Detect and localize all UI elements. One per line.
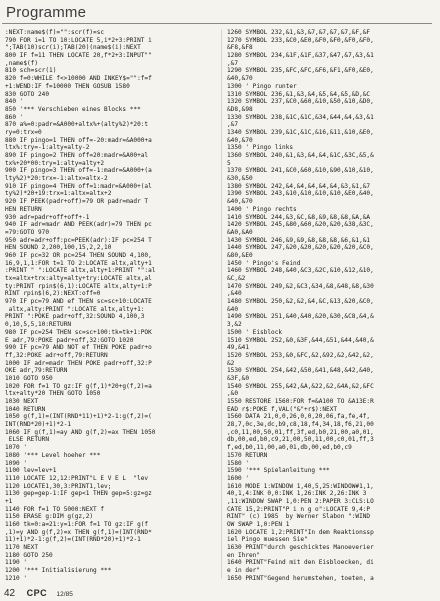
page-number: 42 [4,588,16,599]
code-line: HEN SOUND 2,200,100,15,2,2,10 [5,244,112,252]
code-line: 1160 tk=0:a=21:y=1:FOR f=1 TO gz:IF g(f [5,521,149,528]
code-line: 1380 SYMBOL 242,&4,&4,&4,&4,&4,&3,&1,&7 [227,182,371,190]
code-line: tx=altx+trx:alty=alty+try:LOCATE altx,al [5,275,152,282]
code-line: 1490 SYMBOL 251,&40,&40,&20,&30,&C8,&4,& [227,313,374,321]
code-line: ty:PRINT rpin$(6,1):LOCATE altx,alty+1:P [5,282,152,290]
code-line: 1190 ' [5,559,28,567]
code-line: 1520 SYMBOL 253,&0,&FC,&2,&92,&2,&42,&2, [227,351,374,359]
code-line: 920 IF PEEK(padr+off)=79 OR padr=madr T [5,198,149,206]
code-line: altx,alty:PRINT ":LOCATE altx,alty+1: [5,305,145,313]
code-line: 1090 ' [5,459,28,467]
page-header [2,4,432,24]
code-line: 1120 LOCATE1,30,3:PRINT1,lev; [5,482,112,490]
code-line: 860 ' [5,113,24,121]
code-line: 1010 GOTO 950 [5,374,53,382]
code-line: ff,32:POKE adr+off,79:RETURN [5,351,108,359]
code-line: &40,&70 [227,136,253,144]
code-line: 40,1,4:INK 0,0:INK 1,26:INK 2,26:INK 3 [227,490,367,498]
code-line: 1360 SYMBOL 240,&1,&3,&4,&4,&1C,&3C,&5,& [227,152,374,159]
code-line: 11)+1)*2-1:g(f,2)=(INT(RND*20)+1)*2-1 [5,536,141,544]
code-line: 810 sch=scr(1) [5,67,57,75]
code-line: 16,9,1,1:FOR t=1 TO 2:LOCATE altx,alty+1 [5,259,152,267]
code-line: 1340 SYMBOL 239,&1C,&1C,&16,&11,&10,&E0, [227,128,374,136]
code-line: en Ihren" [227,551,261,559]
code-line: 890 IF pingo=2 THEN off=20:madr=&A00+al [5,152,149,159]
code-line: 1450 ' Pingo's Feind [227,259,301,267]
code-line: 1460 SYMBOL 248,&40,&C3,&2C,&10,&12,&10, [227,267,374,275]
code-line: 1040 RETURN [5,405,46,413]
column-divider [221,29,222,579]
code-line: 1070 ' [5,444,28,452]
listing-column-right [227,29,437,582]
code-line: 1180 GOTO 250 [5,551,53,559]
code-line: lty%2)*20:trx=-1:altx=altx-2 [5,175,108,183]
code-line: 1610 MODE 1:WINDOW 1,40,5,25:WINDOW#1,1, [227,482,374,490]
code-line: 1600 ' [227,474,250,482]
code-line: ,&7 [227,59,239,67]
code-line: 790 FOR i=1 TO 10:LOCATE 5,i*2+3:PRINT i [5,36,152,44]
code-line: =79:GOTO 970 [5,228,50,236]
code-line: 1140 FOR f=1 TO 5000:NEXT f [5,505,105,513]
code-line: 1410 SYMBOL 244,&3,&C,&8,&9,&8,&8,&A,&A [227,213,371,221]
code-line: 1290 SYMBOL 235,&FC,&FC,&F6,&F1,&F0,&E0, [227,67,374,75]
code-line: ltx+alty*20 THEN GOTO 1050 [5,390,101,398]
code-line: 1560 DATA 21,0,0,26,0,0,20,06,fa,fe,4f, [227,413,371,421]
code-line: 1200 '*** Initialisierung *** [5,567,112,575]
code-line: ry=0:trx=0 [5,128,42,136]
code-line: 1020 FOR f=1 TO gz:IF g(f,1)*20+g(f,2)=a [5,382,152,390]
code-line: db,00,ed,b0,c9,21,00,50,11,00,c0,01,ff,3 [227,436,374,444]
code-line: INT(RND*20)+1)*2-1 [5,421,72,429]
code-line: 1100 lev=lev+1 [5,467,57,475]
code-line: 1130 gep=gep-1:IF gep<1 THEN gep=5:gz=gz [5,490,152,498]
code-line: 980 IF pc=254 THEN sc=sc+100:tk=tk+1:POK [5,328,152,336]
code-line: 830 GOTO 240 [5,90,50,98]
code-line: &40 [227,305,239,313]
code-line: 1630 PRINT"durch geschicktes Manoeverier [227,544,374,552]
code-line: 1510 SYMBOL 252,&0,&3F,&44,&51,&44,&40,& [227,336,374,344]
code-line: :NEXT:name$(f)="":scr(f)=sc [5,29,105,36]
code-line: ,11:WINDOW SWAP 1,0:PEN 2:PAPER 3:CLS:LO [227,497,374,505]
code-line: &40,&70 [227,75,253,83]
code-line: 1390 SYMBOL 243,&10,&10,&10,&10,&E0,&40, [227,190,374,198]
code-line: 49,&41 [227,344,250,352]
code-line: ,&7 [227,121,239,129]
code-line: 1640 PRINT"Feind mit den Eisbloecken, di [227,559,374,567]
code-line: &F8,&F8 [227,44,253,52]
code-line: 950 adr=adr+off:pc=PEEK(adr):IF pc=254 T [5,236,152,244]
code-line: 850 '*** Verschieben eines Blocks *** [5,105,141,113]
code-line: 930 adr=padr+off+off+-1 [5,213,90,221]
code-line: 1330 SYMBOL 238,&1C,&1C,&34,&44,&4,&3,&1 [227,113,374,121]
code-line: 1620 LOCATE 1,2:PRINT"In dem Reaktionssp [227,528,374,536]
code-line: OW SWAP 1,0:PEN 1 [227,521,290,528]
code-line: 1430 SYMBOL 246,&9,&9,&8,&8,&8,&6,&1,&1 [227,236,371,244]
code-line: 5 [227,159,231,167]
code-line: 990 IF pc=79 AND NOT ef THEN POKE padr+o [5,344,152,352]
code-line: 1280 SYMBOL 234,&1F,&1F,&37,&47,&7,&3,&1 [227,52,374,60]
code-line: 1030 NEXT [5,398,39,405]
code-line: 1150 ERASE g:DIM g(gz,2) [5,513,94,521]
code-line: 1400 ' Pingo rechts [227,205,297,213]
code-line: &A0,&A0 [227,228,253,236]
code-line: 970 IF pc=79 AND ef THEN sc=sc+10:LOCATE [5,298,152,306]
code-line: HEN RETURN [5,205,42,213]
code-line: 800 IF f=11 THEN LOCATE 20,f*2+3:INPUT"" [5,52,152,60]
code-line: &40,&70 [227,198,253,206]
code-line: 1110 LOCATE 12,12:PRINT"L E V E L "lev [5,474,149,482]
code-line: ,&0 [227,390,239,398]
code-line: 1440 SYMBOL 247,&20,&20,&20,&20,&20,&C0, [227,244,374,252]
code-line: ,c0,11,00,50,01,ff,3f,ed,b0,21,00,a0,01, [227,428,374,436]
code-line: tx%+20*00:try=1:alty=alty+2 [5,159,105,167]
code-line: f,ed,b0,11,00,a0,01,db,00,ed,b0,c9 [227,444,352,452]
code-line: 1480 SYMBOL 250,&2,&2,&4,&C,&13,&20,&C0, [227,298,374,306]
code-line: 910 IF pingo=4 THEN off=1:madr=&A000+(al [5,182,152,190]
code-line: 1320 SYMBOL 237,&C0,&60,&10,&50,&10,&D0, [227,98,374,106]
code-line: +1 [5,497,13,505]
code-line: 28,7,0c,3e,dc,b9,c8,18,f4,34,18,f6,21,00 [227,421,374,429]
code-line: &C,&2 [227,275,246,282]
code-line: 1060 IF g(f,1)=ay AND g(f,2)=ax THEN 1050 [5,428,156,436]
code-line: 1570 RETURN [227,451,268,459]
code-line: 1590 '*** Spielanleitung *** [227,467,330,475]
code-line: 1050 g(f,1)=(INT(RND*11)+1)*2-1:g(f,2)=( [5,413,152,421]
code-line: iel Pingo muessen Sie" [227,536,308,544]
code-line: RINT rpin$(6,2):NEXT:off=0 [5,290,101,298]
code-line: ";TAB(10)scr(i);TAB(20)(name$(i):NEXT [5,44,141,52]
code-line: 880 IF pingo=1 THEN off=-20:madr=&A000+a [5,136,152,144]
code-line: 870 a%=0:padr=&A000+altx%+(alty%2)*20:t [5,121,149,129]
code-line: 900 IF pingo=3 THEN off=-1:madr=&A000+(a [5,167,152,175]
code-line: 1540 SYMBOL 255,&42,&A,&22,&2,&4A,&2,&FC [227,382,374,390]
code-line: 820 f=0:WHILE f<>10000 AND INKEY$="":f=f [5,75,152,83]
code-line: :PRINT " ":LOCATE altx,alty+1:PRINT "":al [5,267,156,275]
code-line: 1650 PRINT"Gegend herumstehen, toeten, a [227,574,374,582]
code-line: 1210 ' [5,574,28,582]
code-line: 1580 ' [227,459,250,467]
code-line: &80,&E0 [227,251,253,259]
magazine-name: CPC [26,588,48,598]
code-line: 840 ' [5,98,24,106]
code-line: 0,10,5,5,10:RETURN [5,321,72,329]
code-line: ,&40 [227,290,242,298]
code-line: 1300 ' Pingo runter [227,82,297,90]
code-line: 1530 SYMBOL 254,&42,&50,&41,&48,&42,&40, [227,367,374,375]
code-line: ltx%:try=-1:alty=alty-2 [5,144,90,152]
code-line: 1310 SYMBOL 236,&1,&3,&4,&5,&4,&5,&D,&C [227,90,371,98]
code-line: 1470 SYMBOL 249,&2,&C3,&34,&8,&48,&8,&30 [227,282,374,290]
code-line: ELSE RETURN [5,436,50,444]
code-line: &3F,&0 [227,374,250,382]
code-line: 1350 ' Pingo links [227,144,294,152]
code-line: 1080 '*** Level hoeher *** [5,451,101,459]
code-line: &30,&50 [227,175,253,183]
code-line: 1500 ' Eisblock [227,328,283,336]
code-line: CATE 15,2:PRINT"P i n g o":LOCATE 9,4:P [227,505,371,513]
code-line: e in der" [227,567,261,575]
code-line: 1170 NEXT [5,544,39,552]
code-line: 940 IF adr=madr AND PEEK(adr)=79 THEN pc [5,221,152,229]
code-line: 1370 SYMBOL 241,&C0,&60,&10,&90,&10,&10, [227,167,374,175]
code-line: &2 [227,359,235,367]
issue-date: 12/85 [56,591,73,598]
code-line: EAD r$:POKE f,VAL("&"+r$):NEXT [227,405,338,413]
code-line: +1:WEND:IF f=10000 THEN GOSUB 1580 [5,82,130,90]
code-line: 1550 RESTORE 1560:FOR f=&A100 TO &A13E:R [227,398,374,405]
code-line: ,1)=y AND g(f,2)=x THEN g(f,1)=(INT(RND* [5,528,152,536]
code-line: 3,&2 [227,321,242,329]
code-line: &D8,&98 [227,105,253,113]
section-title: Programme [6,4,87,21]
code-line: E adr,79:POKE padr+off,32:GOTO 1020 [5,336,134,344]
code-line: 1420 SYMBOL 245,&80,&60,&20,&20,&38,&3C, [227,221,374,229]
code-line: 1270 SYMBOL 233,&C0,&E0,&F0,&F0,&F0,&F0, [227,36,374,44]
code-line: ty%2)*20+19:trx=1:altx=altx+2 [5,190,112,198]
code-line: 960 IF pc=32 OR pc=254 THEN SOUND 4,100, [5,251,152,259]
code-line: 1000 IF adr=madr THEN POKE padr+off,32:P [5,359,152,367]
code-line: 1260 SYMBOL 232,&1,&3,&7,&7,&7,&7,&F,&F [227,29,371,36]
listing-column-left [5,29,217,582]
code-line: RINT" (c) 1985 by Werner Slabon ":WIND [227,513,371,521]
code-line: ,name$(f) [5,59,39,67]
code-line: OKE adr,79:RETURN [5,367,68,375]
code-line: PRINT ":POKE padr+off,32:SOUND 4,100,3 [5,313,145,321]
page-footer [4,583,73,601]
